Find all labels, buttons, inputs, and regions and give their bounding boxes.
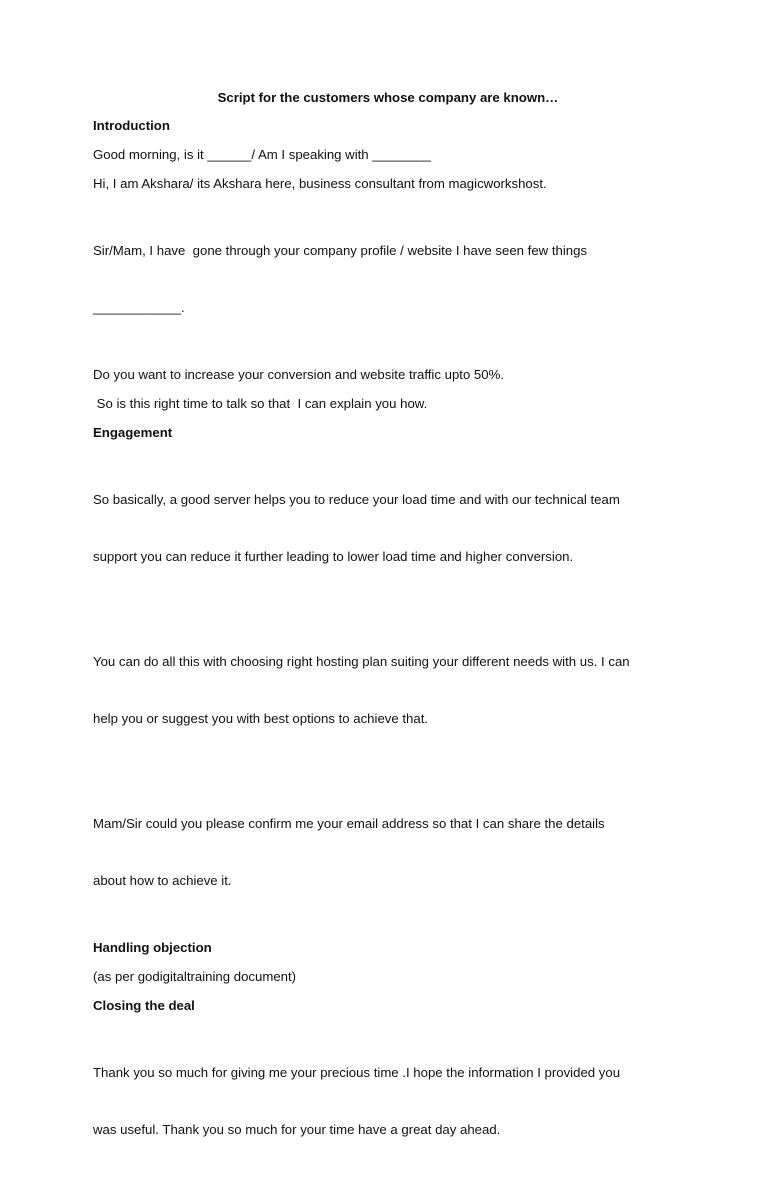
engagement-paragraph-email xyxy=(93,776,683,928)
intro-paragraph-time-check: So is this right time to talk so that I can explain you how. xyxy=(93,396,428,411)
objection-paragraph: (as per godigitaltraining document) xyxy=(93,969,297,984)
intro-paragraph-self-introduction: Hi, I am Akshara/ its Akshara here, business consultant from magicworkshost. xyxy=(93,176,547,191)
engagement-hosting-line-2: help you or suggest you with best options to achieve that. xyxy=(93,711,429,726)
engagement-server-line-2: support you can reduce it further leading to lower load time and higher conversion. xyxy=(93,549,574,564)
engagement-hosting-line-1: You can do all this with choosing right hosting plan suiting your different needs with us. I can xyxy=(93,654,630,669)
intro-paragraph-question: Do you want to increase your conversion and website traffic upto 50%. xyxy=(93,367,504,382)
intro-profile-line-2: ____________. xyxy=(93,300,185,315)
intro-paragraph-greeting: Good morning, is it ______/ Am I speaking with ________ xyxy=(93,147,431,162)
document-body xyxy=(93,88,683,1187)
closing-line-1: Thank you so much for giving me your precious time .I hope the information I provided you xyxy=(93,1065,621,1080)
engagement-server-line-1: So basically, a good server helps you to reduce your load time and with our technical team xyxy=(93,492,620,507)
section-heading-engagement: Engagement xyxy=(93,425,173,440)
intro-paragraph-profile xyxy=(93,203,683,355)
intro-profile-line-1: Sir/Mam, I have gone through your company profile / website I have seen few things xyxy=(93,243,588,258)
closing-paragraph xyxy=(93,1025,683,1177)
engagement-paragraph-server xyxy=(93,452,683,604)
engagement-paragraph-hosting xyxy=(93,614,683,766)
section-heading-handling-objection: Handling objection xyxy=(93,940,212,955)
section-heading-introduction: Introduction xyxy=(93,118,170,133)
section-heading-closing: Closing the deal xyxy=(93,998,195,1013)
engagement-email-line-2: about how to achieve it. xyxy=(93,873,232,888)
document-title: Script for the customers whose company are known… xyxy=(217,90,559,105)
closing-line-2: was useful. Thank you so much for your time have a great day ahead. xyxy=(93,1122,501,1137)
engagement-email-line-1: Mam/Sir could you please confirm me your email address so that I can share the details xyxy=(93,816,605,831)
